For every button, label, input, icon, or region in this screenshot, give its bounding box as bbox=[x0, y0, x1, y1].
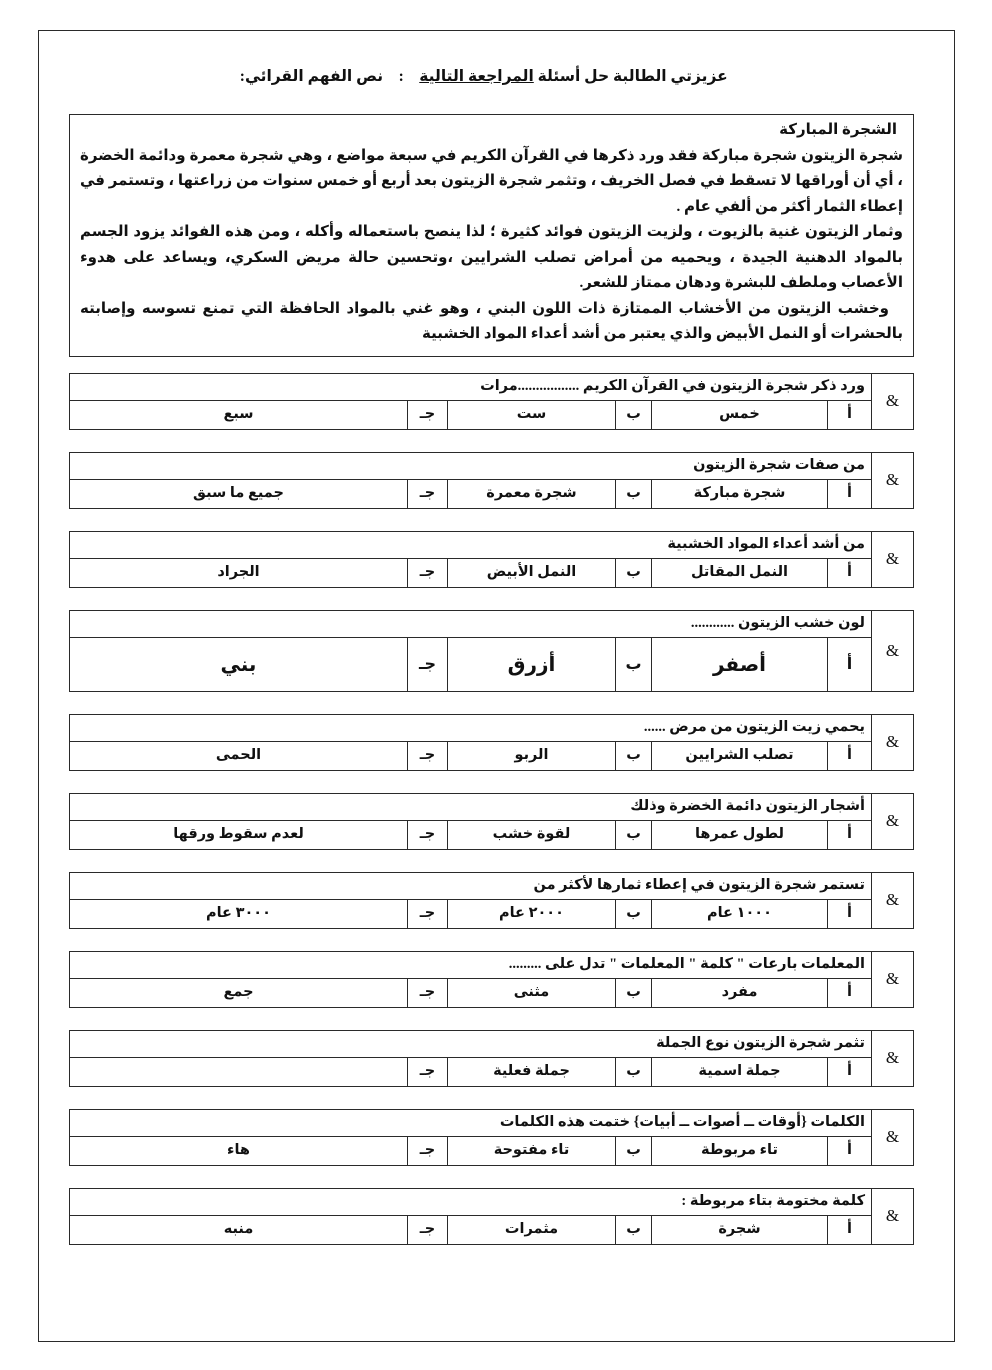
worksheet-page bbox=[38, 30, 955, 1342]
option-b-label: ب bbox=[616, 978, 652, 1007]
option-c-label: جـ bbox=[408, 1057, 448, 1086]
question-table bbox=[69, 951, 914, 1008]
option-a-label: أ bbox=[828, 558, 872, 587]
option-b-answer[interactable]: مثنى bbox=[448, 978, 616, 1007]
question-text: من أشد أعداء المواد الخشبية bbox=[70, 531, 872, 558]
question-text: يحمي زيت الزيتون من مرض ...... bbox=[70, 714, 872, 741]
question-text: أشجار الزيتون دائمة الخضرة وذلك bbox=[70, 793, 872, 820]
option-a-answer[interactable]: لطول عمرها bbox=[652, 820, 828, 849]
option-c-answer[interactable] bbox=[70, 1057, 408, 1086]
question-text: تستمر شجرة الزيتون في إعطاء ثمارها لأكثر من bbox=[70, 872, 872, 899]
question-table bbox=[69, 610, 914, 692]
question-marker: & bbox=[872, 531, 914, 587]
option-c-label: جـ bbox=[408, 479, 448, 508]
option-b-answer[interactable]: النمل الأبيض bbox=[448, 558, 616, 587]
option-b-label: ب bbox=[616, 637, 652, 691]
questions-list bbox=[69, 373, 914, 1245]
option-b-label: ب bbox=[616, 1136, 652, 1165]
option-a-label: أ bbox=[828, 820, 872, 849]
option-c-answer[interactable]: منبه bbox=[70, 1215, 408, 1244]
option-a-label: أ bbox=[828, 637, 872, 691]
option-a-label: أ bbox=[828, 978, 872, 1007]
question-table bbox=[69, 714, 914, 771]
option-b-label: ب bbox=[616, 820, 652, 849]
option-c-answer[interactable]: الجراد bbox=[70, 558, 408, 587]
option-a-answer[interactable]: جملة اسمية bbox=[652, 1057, 828, 1086]
question-marker: & bbox=[872, 1030, 914, 1086]
option-c-answer[interactable]: لعدم سقوط ورقها bbox=[70, 820, 408, 849]
option-b-label: ب bbox=[616, 899, 652, 928]
option-b-answer[interactable]: جملة فعلية bbox=[448, 1057, 616, 1086]
option-c-answer[interactable]: جمع bbox=[70, 978, 408, 1007]
option-a-label: أ bbox=[828, 400, 872, 429]
option-b-answer[interactable]: أزرق bbox=[448, 637, 616, 691]
option-b-answer[interactable]: مثمرات bbox=[448, 1215, 616, 1244]
question-marker: & bbox=[872, 373, 914, 429]
option-c-answer[interactable]: سبع bbox=[70, 400, 408, 429]
option-c-label: جـ bbox=[408, 637, 448, 691]
option-b-label: ب bbox=[616, 741, 652, 770]
option-c-answer[interactable]: هاء bbox=[70, 1136, 408, 1165]
option-b-answer[interactable]: تاء مفتوحة bbox=[448, 1136, 616, 1165]
option-b-answer[interactable]: ٢٠٠٠ عام bbox=[448, 899, 616, 928]
option-b-label: ب bbox=[616, 400, 652, 429]
passage-paragraph: شجرة الزيتون شجرة مباركة فقد ورد ذكرها في القرآن الكريم في سبعة مواضع ، وهي شجرة معمرة ودائمة الخضرة ، أي أن أوراقها لا تسقط في فصل الخريف ، وتثمر شجرة الزيتون بعد أربع أو خمس سنوات من زراعتها ، وتستمر في إعطاء الثمار أكثر من ألفي عام . bbox=[80, 147, 903, 215]
option-c-label: جـ bbox=[408, 741, 448, 770]
passage-paragraph: وخشب الزيتون من الأخشاب الممتازة ذات اللون البني ، وهو غني بالمواد الحافظة التي تمنع تسوسه وإصابته بالحشرات أو النمل الأبيض والذي يعتبر من أشد أعداء المواد الخشبية bbox=[80, 300, 903, 342]
option-c-label: جـ bbox=[408, 978, 448, 1007]
question-table bbox=[69, 1109, 914, 1166]
option-a-answer[interactable]: النمل المقاتل bbox=[652, 558, 828, 587]
option-a-answer[interactable]: أصفر bbox=[652, 637, 828, 691]
option-a-label: أ bbox=[828, 1136, 872, 1165]
option-a-label: أ bbox=[828, 899, 872, 928]
question-marker: & bbox=[872, 793, 914, 849]
option-a-label: أ bbox=[828, 1057, 872, 1086]
question-text: الكلمات {أوقات ــ أصوات ــ أبيات} ختمت هذه الكلمات bbox=[70, 1109, 872, 1136]
question-table bbox=[69, 1030, 914, 1087]
option-c-label: جـ bbox=[408, 558, 448, 587]
option-a-answer[interactable]: ١٠٠٠ عام bbox=[652, 899, 828, 928]
option-a-answer[interactable]: تاء مربوطة bbox=[652, 1136, 828, 1165]
option-b-answer[interactable]: الربو bbox=[448, 741, 616, 770]
option-a-answer[interactable]: شجرة مباركة bbox=[652, 479, 828, 508]
option-b-label: ب bbox=[616, 558, 652, 587]
page-title bbox=[69, 49, 914, 104]
option-c-answer[interactable]: ٣٠٠٠ عام bbox=[70, 899, 408, 928]
question-text: المعلمات بارعات " كلمة " المعلمات " تدل على ......... bbox=[70, 951, 872, 978]
option-c-label: جـ bbox=[408, 400, 448, 429]
question-text: ورد ذكر شجرة الزيتون في القرآن الكريم .................مرات bbox=[70, 373, 872, 400]
reading-passage bbox=[69, 114, 914, 357]
question-marker: & bbox=[872, 951, 914, 1007]
question-table bbox=[69, 872, 914, 929]
option-b-label: ب bbox=[616, 479, 652, 508]
option-a-answer[interactable]: شجرة bbox=[652, 1215, 828, 1244]
option-c-label: جـ bbox=[408, 820, 448, 849]
header-underlined: المراجعة التالية bbox=[419, 68, 534, 85]
option-b-answer[interactable]: شجرة معمرة bbox=[448, 479, 616, 508]
question-text: تثمر شجرة الزيتون نوع الجملة bbox=[70, 1030, 872, 1057]
option-a-label: أ bbox=[828, 741, 872, 770]
option-c-label: جـ bbox=[408, 899, 448, 928]
option-a-answer[interactable]: خمس bbox=[652, 400, 828, 429]
question-marker: & bbox=[872, 610, 914, 691]
option-b-label: ب bbox=[616, 1057, 652, 1086]
question-marker: & bbox=[872, 714, 914, 770]
option-b-answer[interactable]: لقوة خشب bbox=[448, 820, 616, 849]
option-b-answer[interactable]: ست bbox=[448, 400, 616, 429]
question-text: من صفات شجرة الزيتون bbox=[70, 452, 872, 479]
question-marker: & bbox=[872, 872, 914, 928]
question-text: لون خشب الزيتون ............ bbox=[70, 610, 872, 637]
question-table bbox=[69, 531, 914, 588]
option-a-label: أ bbox=[828, 1215, 872, 1244]
header-separator: : bbox=[383, 68, 420, 85]
option-c-answer[interactable]: بني bbox=[70, 637, 408, 691]
passage-paragraph: وثمار الزيتون غنية بالزيوت ، ولزيت الزيتون فوائد كثيرة ؛ لذا ينصح باستعماله وأكله ، ومن هذه الفوائد يزود الجسم بالمواد الدهنية الجيدة ، ويحميه من أمراض تصلب الشرايين ،وتحسين حالة مريض السكري، ويساعد على هدوء الأعصاب وملطف للبشرة ودهان ممتاز للشعر. bbox=[80, 224, 903, 291]
option-b-label: ب bbox=[616, 1215, 652, 1244]
question-table bbox=[69, 793, 914, 850]
question-marker: & bbox=[872, 452, 914, 508]
question-table bbox=[69, 452, 914, 509]
question-marker: & bbox=[872, 1188, 914, 1244]
question-text: كلمة مختومة بتاء مربوطة : bbox=[70, 1188, 872, 1215]
header-suffix: نص الفهم القرائي: bbox=[239, 68, 384, 85]
option-a-label: أ bbox=[828, 479, 872, 508]
passage-title: الشجرة المباركة bbox=[779, 122, 897, 138]
option-a-answer[interactable]: مفرد bbox=[652, 978, 828, 1007]
question-table bbox=[69, 373, 914, 430]
question-table bbox=[69, 1188, 914, 1245]
question-marker: & bbox=[872, 1109, 914, 1165]
header-prefix: عزيزتي الطالبة حل أسئلة bbox=[533, 68, 728, 85]
option-c-answer[interactable]: جميع ما سبق bbox=[70, 479, 408, 508]
option-c-label: جـ bbox=[408, 1215, 448, 1244]
option-a-answer[interactable]: تصلب الشرايين bbox=[652, 741, 828, 770]
option-c-label: جـ bbox=[408, 1136, 448, 1165]
option-c-answer[interactable]: الحمى bbox=[70, 741, 408, 770]
